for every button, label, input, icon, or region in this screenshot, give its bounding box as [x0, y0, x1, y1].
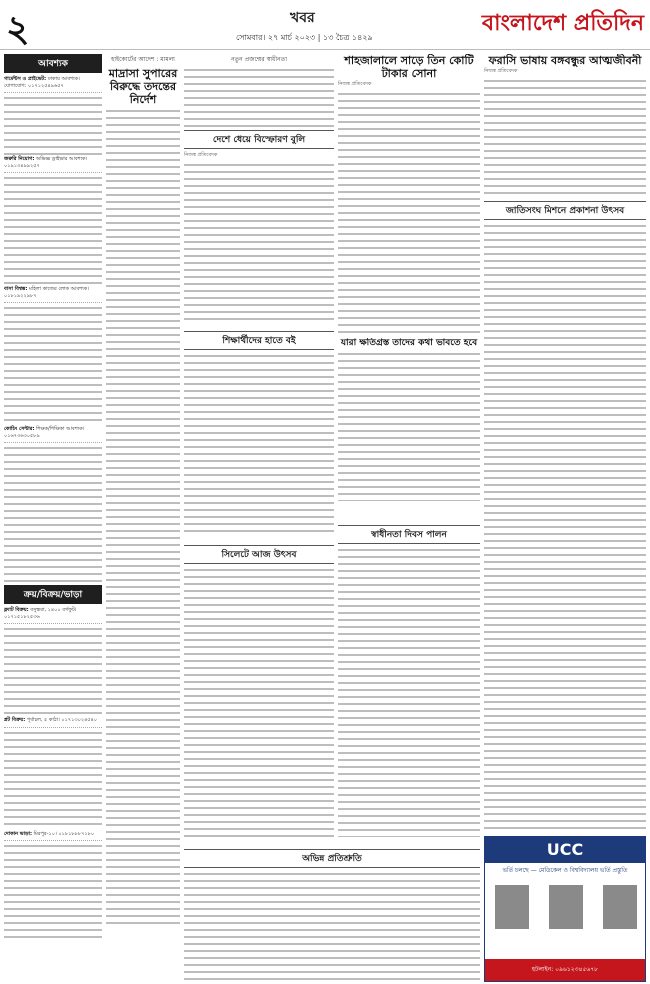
bottom-story-headline: অভিন্ন প্রতিশ্রুতি	[184, 849, 480, 868]
story-kicker: নতুন প্রজন্মের স্বাধীনতা	[231, 56, 287, 63]
byline: নিজস্ব প্রতিবেদক	[338, 81, 372, 87]
advertisement[interactable]	[484, 836, 646, 982]
school-story	[184, 328, 334, 538]
notice-column	[106, 54, 180, 980]
independence-story	[338, 522, 480, 842]
notice-kicker: হাইকোর্টের আদেশ : মামলা	[111, 56, 175, 63]
ad-photo	[549, 885, 583, 929]
sylhet-story	[184, 542, 334, 842]
quote-story	[338, 338, 480, 518]
bangabandhu-subhead: জাতিসংঘ মিশনে প্রকাশনা উৎসব	[484, 201, 646, 220]
ad-photo	[603, 885, 637, 929]
classified-item: দোকান ভাড়া: মিরপুর-১০। ০১৮১৮৮৮৭১৮০	[4, 830, 102, 842]
byline: নিজস্ব প্রতিবেদক	[184, 152, 218, 158]
school-story-headline: শিক্ষার্থীদের হাতে বই	[184, 331, 334, 350]
gold-story	[338, 54, 480, 334]
newspaper-masthead: বাংলাদেশ প্রতিদিন	[481, 10, 644, 36]
bangabandhu-story	[484, 54, 646, 832]
date-line: সোমবার। ২৭ মার্চ ২০২৩ | ১৩ চৈত্র ১৪২৯	[236, 33, 373, 42]
ad-footer: হটলাইন: ০৯৬১২৩৪৫৬৭৮	[485, 959, 645, 981]
classified-item: বাসা বিশ্বস্ত: মহিলা কাজের লোক আবশ্যক। ০১৮১৯২২৯৮৭	[4, 285, 102, 303]
sylhet-story-headline: সিলেটে আজ উৎসব	[184, 545, 334, 564]
ad-brand: UCC	[485, 837, 645, 863]
top-story-headline: দেশে ধেয়ে বিস্ফোরণ বুলি	[184, 130, 334, 149]
notice-headline: মাদ্রাসা সুপারের বিরুদ্ধে তদন্তের নির্দেশ	[108, 67, 178, 106]
bottom-story	[184, 846, 480, 980]
classified-item: কোচিং সেন্টার: শিক্ষক/শিক্ষিকা আবশ্যক। ০১৬৭৩৬৩০৫৮৯	[4, 425, 102, 443]
classified-item: ফ্ল্যাট বিক্রয়: বসুন্ধরা, ১৪০০ বর্গফুট। ০১৭১৫১৮২৫৩৬	[4, 606, 102, 624]
page-header	[0, 0, 650, 50]
ad-photo	[495, 885, 529, 929]
gold-story-headline: শাহজালালে সাড়ে তিন কোটি টাকার সোনা	[344, 54, 474, 80]
classified-item: জরুরি নিয়োগ: অভিজ্ঞ ড্রাইভার আবশ্যক। ০১৯১৩৪৯৯২৫৭	[4, 155, 102, 173]
buy-sell-heading: ক্রয়/বিক্রয়/ভাড়া	[4, 585, 102, 604]
bangabandhu-headline: ফরাসি ভাষায় বঙ্গবন্ধুর আত্মজীবনী	[488, 54, 642, 67]
section-title: খবর	[290, 10, 315, 26]
independence-story-headline: স্বাধীনতা দিবস পালন	[338, 525, 480, 544]
top-story	[184, 54, 334, 324]
classified-item: গার্মেন্টস ও প্রাইভেট: ঢাকায় আবশ্যক। যোগাযোগ: ০১৭১২৫৪৯৬৫৭	[4, 75, 102, 93]
ad-tagline: ভর্তি চলছে — মেডিকেল ও বিশ্ববিদ্যালয় ভর্তি প্রস্তুতি	[502, 867, 628, 874]
classifieds-heading: আবশ্যক	[4, 54, 102, 73]
classified-item: প্লট বিক্রয়: পূর্বাচল, ৫ কাঠা। ০১৭১৩০২৪৫৪০	[4, 716, 102, 728]
page-number: ২	[6, 8, 30, 50]
quote-story-headline: যারা ক্ষতিগ্রস্ত তাদের কথা ভাবতে হবে	[340, 338, 478, 348]
byline: নিজস্ব প্রতিবেদক	[484, 68, 518, 74]
classifieds-column	[4, 54, 102, 980]
